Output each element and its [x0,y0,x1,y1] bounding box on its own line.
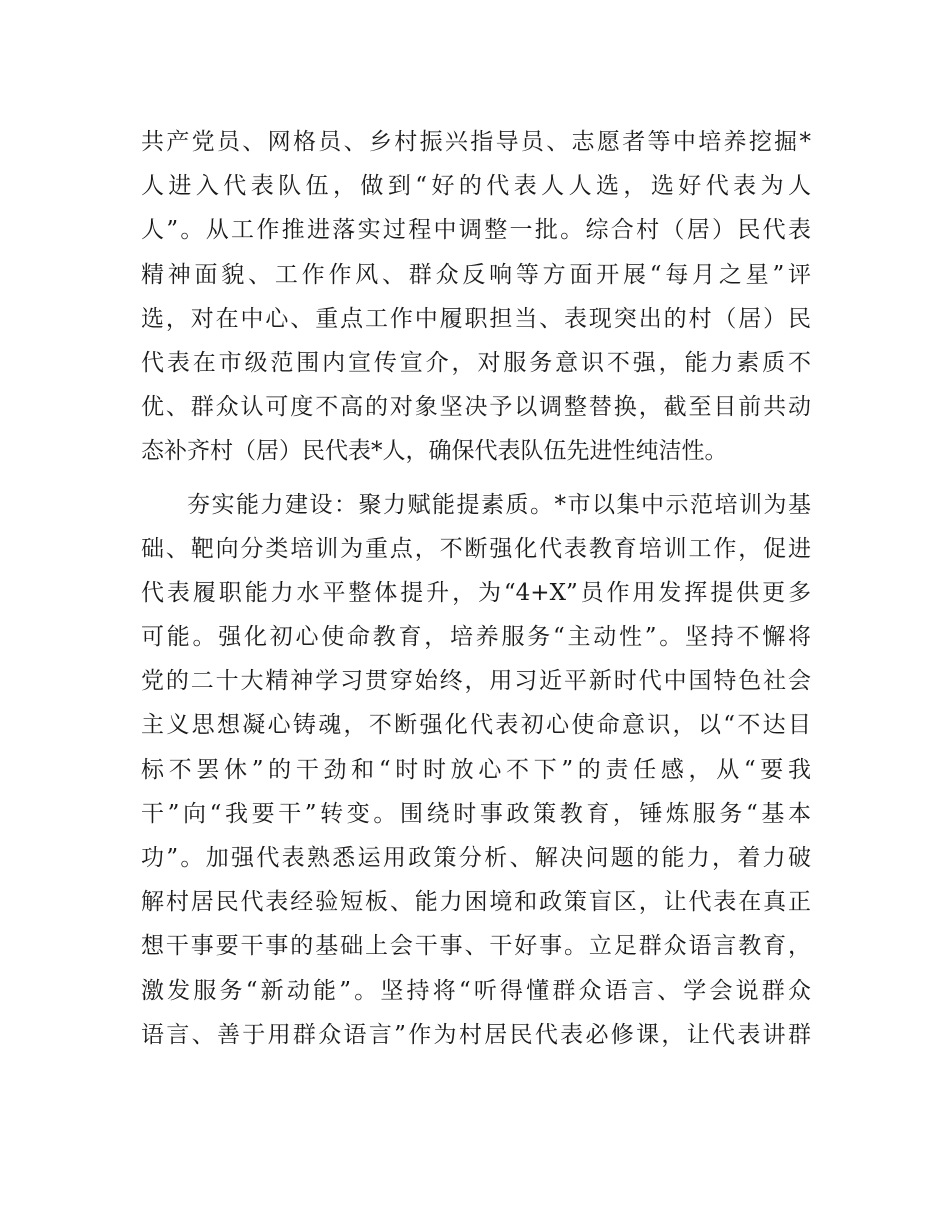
text-line: 人”。从工作推进落实过程中调整一批。综合村（居）民代表 [141,217,811,244]
text-line: 想干事要干事的基础上会干事、干好事。立足群众语言教育， [141,933,811,960]
body-text [141,120,811,1057]
text-line: 优、群众认可度不高的对象坚决予以调整替换，截至目前共动 [141,394,811,421]
text-line: 夯实能力建设：聚力赋能提素质。*市以集中示范培训为基 [187,491,811,518]
text-line: 干”向“我要干”转变。围绕时事政策教育，锤炼服务“基本 [141,800,811,827]
text-line: 标不罢休”的干劲和“时时放心不下”的责任感，从“要我 [141,756,811,783]
text-line: 精神面貌、工作作风、群众反响等方面开展“每月之星”评 [141,261,811,288]
text-line: 主义思想凝心铸魂，不断强化代表初心使命意识，以“不达目 [141,712,811,739]
text-line: 人进入代表队伍，做到“好的代表人人选，选好代表为人 [141,173,811,200]
text-line: 共产党员、网格员、乡村振兴指导员、志愿者等中培养挖掘* [141,129,811,155]
text-line: 可能。强化初心使命教育，培养服务“主动性”。坚持不懈将 [141,624,811,651]
text-line: 选，对在中心、重点工作中履职担当、表现突出的村（居）民 [141,305,811,332]
text-line: 功”。加强代表熟悉运用政策分析、解决问题的能力，着力破 [141,845,811,871]
paragraph-gap [141,474,811,483]
text-line: 代表履职能力水平整体提升，为“4+X”员作用发挥提供更多 [141,579,811,606]
text-line: 激发服务“新动能”。坚持将“听得懂群众语言、学会说群众 [141,977,811,1004]
paragraph-1 [141,120,811,474]
text-line: 代表在市级范围内宣传宣介，对服务意识不强，能力素质不 [141,349,811,376]
paragraph-2 [141,483,811,1057]
text-line: 语言、善于用群众语言”作为村居民代表必修课，让代表讲群 [141,1021,811,1048]
text-line: 态补齐村（居）民代表*人，确保代表队伍先进性纯洁性。 [141,438,728,465]
text-line: 党的二十大精神学习贯穿始终，用习近平新时代中国特色社会 [141,668,811,695]
text-line: 解村居民代表经验短板、能力困境和政策盲区，让代表在真正 [141,889,811,916]
text-line: 础、靶向分类培训为重点，不断强化代表教育培训工作，促进 [141,535,811,562]
